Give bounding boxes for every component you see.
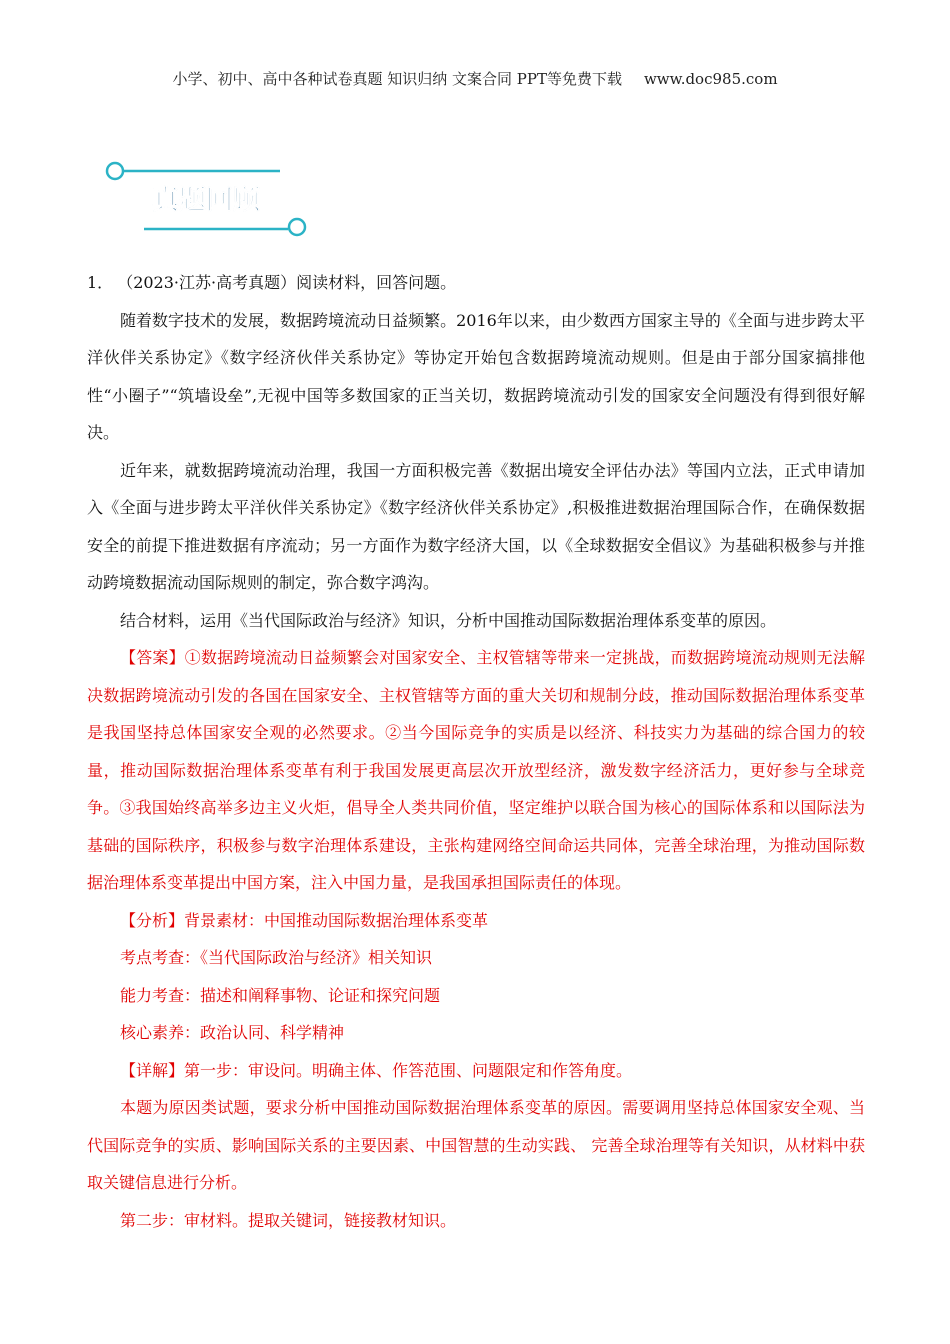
logo-top-circle — [107, 163, 123, 179]
section-logo — [104, 150, 314, 242]
header-site: www.doc985.com — [643, 70, 778, 88]
material-paragraph-1: 随着数字技术的发展，数据跨境流动日益频繁。2016年以来，由少数西方国家主导的《全面与进步跨太平洋伙伴关系协定》《数字经济伙伴关系协定》等协定开始包含数据跨境流动规则。但是由于部分国家搞排他性“小圈子”“筑墙设垒”,无视中国等多数国家的正当关切，数据跨境流动引发的国家安全问题没有得到很好解决。 — [87, 310, 865, 442]
material-paragraph-2: 近年来，就数据跨境流动治理，我国一方面积极完善《数据出境安全评估办法》等国内立法，正式申请加入《全面与进步跨太平洋伙伴关系协定》《数字经济伙伴关系协定》,积极推进数据治理国际合作，在确保数据安全的前提下推进数据有序流动；另一方面作为数字经济大国，以《全球数据安全倡议》为基础积极参与并推动跨境数据流动国际规则的制定，弥合数字鸿沟。 — [87, 460, 865, 592]
section-title: 真题回顾 — [152, 185, 260, 216]
detail-step1-text: 本题为原因类试题，要求分析中国推动国际数据治理体系变革的原因。需要调用坚持总体国家安全观、当代国际竞争的实质、影响国际关系的主要因素、中国智慧的生动实践、 完善全球治理等有关知识，从材料中获取关键信息进行分析。 — [87, 1098, 865, 1192]
analysis-heading: 【分析】背景素材：中国推动国际数据治理体系变革 — [120, 910, 489, 930]
analysis-literacy: 核心素养：政治认同、科学精神 — [120, 1023, 345, 1042]
question-source: （2023·江苏·高考真题）阅读材料，回答问题。 — [125, 273, 457, 292]
logo-bottom-circle — [289, 219, 305, 235]
detail-step1: 【详解】第一步：审设问。明确主体、作答范围、问题限定和作答角度。 — [120, 1060, 633, 1080]
analysis-points: 考点考查：《当代国际政治与经济》相关知识 — [120, 948, 433, 967]
question-content — [87, 264, 865, 1239]
page-header — [0, 68, 950, 89]
question-heading — [87, 264, 865, 302]
question-number: 1． — [87, 273, 114, 292]
detail-step2: 第二步：审材料。提取关键词，链接教材知识。 — [120, 1210, 457, 1230]
analysis-ability: 能力考查：描述和阐释事物、论证和探究问题 — [120, 985, 441, 1005]
question-prompt: 结合材料，运用《当代国际政治与经济》知识，分析中国推动国际数据治理体系变革的原因。 — [120, 610, 777, 630]
header-text: 小学、初中、高中各种试卷真题 知识归纳 文案合同 PPT等免费下载 — [172, 70, 622, 88]
answer-text: 【答案】①数据跨境流动日益频繁会对国家安全、主权管辖等带来一定挑战，而数据跨境流动规则无法解决数据跨境流动引发的各国在国家安全、主权管辖等方面的重大关切和规制分歧，推动国际数据治理体系变革是我国坚持总体国家安全观的必然要求。②当今国际竞争的实质是以经济、科技实力为基础的综合国力的较量，推动国际数据治理体系变革有利于我国发展更高层次开放型经济，激发数字经济活力，更好参与全球竞争。③我国始终高举多边主义火炬，倡导全人类共同价值，坚定维护以联合国为核心的国际体系和以国际法为基础的国际秩序，积极参与数字治理体系建设，主张构建网络空间命运共同体，完善全球治理，为推动国际数据治理体系变革提出中国方案，注入中国力量，是我国承担国际责任的体现。 — [87, 648, 865, 892]
